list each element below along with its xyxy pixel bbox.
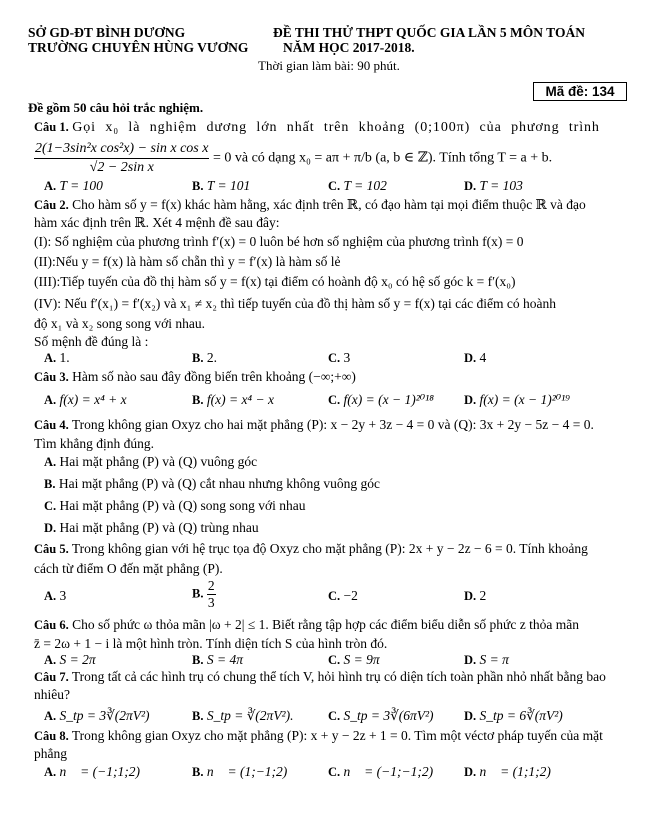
school-year: NĂM HỌC 2017-2018. <box>283 40 415 55</box>
q6-stem-1: Cho số phức ω thỏa mãn |ω + 2| ≤ 1. Biết rằng tập hợp các điểm biểu diễn số phức z thỏa mãn <box>72 617 579 632</box>
q4-answer-a[interactable]: A. Hai mặt phẳng (P) và (Q) vuông góc <box>44 454 258 469</box>
label-d: D. <box>464 179 477 193</box>
q1-stem: Gọi x₀ là nghiệm dương lớn nhất trên khoảng (0;100π) của phương trình <box>72 120 600 135</box>
q5-answer-c[interactable]: C. −2 <box>328 588 358 603</box>
q1-answer-c[interactable]: C. T = 102 <box>328 178 387 193</box>
q8-answer-a[interactable]: A. n⃗ = (−1;1;2) <box>44 764 140 779</box>
q8-stem-1: Trong không gian Oxyz cho mặt phẳng (P): x + y − 2z + 1 = 0. Tìm một véctơ pháp tuyến của mặt <box>71 728 603 743</box>
q4-number: Câu 4. <box>34 418 69 432</box>
q4-answer-b[interactable]: B. Hai mặt phẳng (P) và (Q) cắt nhau nhưng không vuông góc <box>44 476 380 491</box>
q1-answer-a[interactable]: A. T = 100 <box>44 178 103 193</box>
q2-statement-4b: độ x₁ và x₂ song song với nhau. <box>34 316 206 331</box>
exam-code-box: Mã đề: 134 <box>533 82 627 101</box>
q3-number: Câu 3. <box>34 370 69 384</box>
q3-stem: Hàm số nào sau đây đồng biến trên khoảng (−∞;+∞) <box>72 369 356 384</box>
q8-answer-d[interactable]: D. n⃗ = (1;1;2) <box>464 764 551 779</box>
dept-name: SỞ GD-ĐT BÌNH DƯƠNG <box>28 25 186 40</box>
q6-answer-d[interactable]: D. S = π <box>464 652 509 667</box>
exam-title: ĐỀ THI THỬ THPT QUỐC GIA LẦN 5 MÔN TOÁN <box>273 25 585 40</box>
q7-answer-d[interactable]: D. S_tp = 6∛(πV²) <box>464 708 563 723</box>
q4-stem: Trong không gian Oxyz cho hai mặt phẳng (P): x − 2y + 3z − 4 = 0 và (Q): 3x + 2y − 5z − 4 = 0. <box>71 417 594 432</box>
q6-answer-a[interactable]: A. S = 2π <box>44 652 96 667</box>
q2-answer-c[interactable]: C. 3 <box>328 350 351 365</box>
q6-answer-b[interactable]: B. S = 4π <box>192 652 243 667</box>
label-c: C. <box>328 179 341 193</box>
q7-stem-1: Trong tất cả các hình trụ có chung thể tích V, hỏi hình trụ có diện tích toàn phần nhỏ nhất bằng bao <box>71 669 606 684</box>
q8-line-1 <box>34 727 603 745</box>
q4-answer-c[interactable]: C. Hai mặt phẳng (P) và (Q) song song với nhau <box>44 498 306 513</box>
q4-answer-d[interactable]: D. Hai mặt phẳng (P) và (Q) trùng nhau <box>44 520 259 535</box>
q6-answer-c[interactable]: C. S = 9π <box>328 652 380 667</box>
q2-statement-1: (I): Số nghiệm của phương trình f′(x) = 0 luôn bé hơn số nghiệm của phương trình f(x) = 0 <box>34 234 524 249</box>
q5-number: Câu 5. <box>34 542 69 556</box>
q5-answer-a[interactable]: A. 3 <box>44 588 67 603</box>
q2-answer-d[interactable]: D. 4 <box>464 350 487 365</box>
q2-answer-a[interactable]: A. 1. <box>44 350 70 365</box>
q3-line <box>34 368 356 386</box>
q7-answer-a[interactable]: A. S_tp = 3∛(2πV²) <box>44 708 150 723</box>
q6-number: Câu 6. <box>34 618 69 632</box>
q1-numerator: 2(1−3sin²x cos²x) − sin x cos x <box>34 140 209 159</box>
q2-statement-2: (II):Nếu y = f(x) là hàm số chẵn thì y = f′(x) là hàm số lẻ <box>34 254 341 269</box>
q2-answer-b[interactable]: B. 2. <box>192 350 217 365</box>
label-b: B. <box>192 179 204 193</box>
q3-answer-c[interactable]: C. f(x) = (x − 1)²⁰¹⁸ <box>328 392 434 407</box>
q4-line-1 <box>34 416 594 434</box>
q5-line-2: cách từ điểm O đến mặt phẳng (P). <box>34 561 223 576</box>
q1-answer-b[interactable]: B. T = 101 <box>192 178 251 193</box>
q1-denominator: √2 − 2sin x <box>89 160 154 175</box>
q5-answer-b[interactable]: B. $\frac{2}{3}$ <box>192 578 215 610</box>
q8-line-2: phẳng <box>34 746 67 761</box>
school-name: TRƯỜNG CHUYÊN HÙNG VƯƠNG <box>28 40 249 55</box>
q7-line-2: nhiêu? <box>34 687 70 702</box>
q3-answer-b[interactable]: B. f(x) = x⁴ − x <box>192 392 274 407</box>
q4-ask: Tìm khẳng định đúng. <box>34 436 154 451</box>
q2-line-2: hàm xác định trên ℝ. Xét 4 mệnh đề sau đây: <box>34 215 280 230</box>
q2-ask: Số mệnh đề đúng là : <box>34 334 149 349</box>
q7-answer-c[interactable]: C. S_tp = 3∛(6πV²) <box>328 708 434 723</box>
time-limit: Thời gian làm bài: 90 phút. <box>258 58 400 73</box>
q8-answer-b[interactable]: B. n⃗ = (1;−1;2) <box>192 764 288 779</box>
q1-equation <box>34 140 552 177</box>
q8-number: Câu 8. <box>34 729 69 743</box>
q8-answer-c[interactable]: C. n⃗ = (−1;−1;2) <box>328 764 434 779</box>
q2-number: Câu 2. <box>34 198 69 212</box>
q3-answer-a[interactable]: A. f(x) = x⁴ + x <box>44 392 127 407</box>
q2-line-1 <box>34 196 586 214</box>
q5-stem: Trong không gian với hệ trục tọa độ Oxyz cho mặt phẳng (P): 2x + y − 2z − 6 = 0. Tính khoảng <box>71 541 588 556</box>
q7-line-1 <box>34 668 606 686</box>
q2-stem-1: Cho hàm số y = f(x) khác hàm hằng, xác định trên ℝ, có đạo hàm tại mọi điểm thuộc ℝ và đạo <box>72 197 586 212</box>
q1-equation-tail: = 0 và có dạng x₀ = aπ + π/b (a, b ∈ ℤ). Tính tổng T = a + b. <box>212 150 553 166</box>
q7-answer-b[interactable]: B. S_tp = ∛(2πV²). <box>192 708 294 723</box>
q1-text-line <box>34 118 600 137</box>
q2-statement-4a: (IV): Nếu f′(x₁) = f′(x₂) và x₁ ≠ x₂ thì tiếp tuyến của đồ thị hàm số y = f(x) tại các điểm có hoành <box>34 296 556 311</box>
q1-number: Câu 1. <box>34 120 69 134</box>
q2-statement-3: (III):Tiếp tuyến của đồ thị hàm số y = f(x) tại điểm có hoành độ x₀ có hệ số góc k = f′(x₀) <box>34 274 516 289</box>
q6-line-2: z̄ = 2ω + 1 − i là một hình tròn. Tính diện tích S của hình tròn đó. <box>34 636 388 651</box>
intro-line: Đề gồm 50 câu hỏi trắc nghiệm. <box>28 100 204 115</box>
q5-answer-d[interactable]: D. 2 <box>464 588 487 603</box>
q6-line-1 <box>34 616 579 634</box>
q3-answer-d[interactable]: D. f(x) = (x − 1)²⁰¹⁹ <box>464 392 570 407</box>
q7-number: Câu 7. <box>34 670 69 684</box>
q5-line-1 <box>34 540 588 558</box>
label-a: A. <box>44 179 57 193</box>
q1-answer-d[interactable]: D. T = 103 <box>464 178 523 193</box>
